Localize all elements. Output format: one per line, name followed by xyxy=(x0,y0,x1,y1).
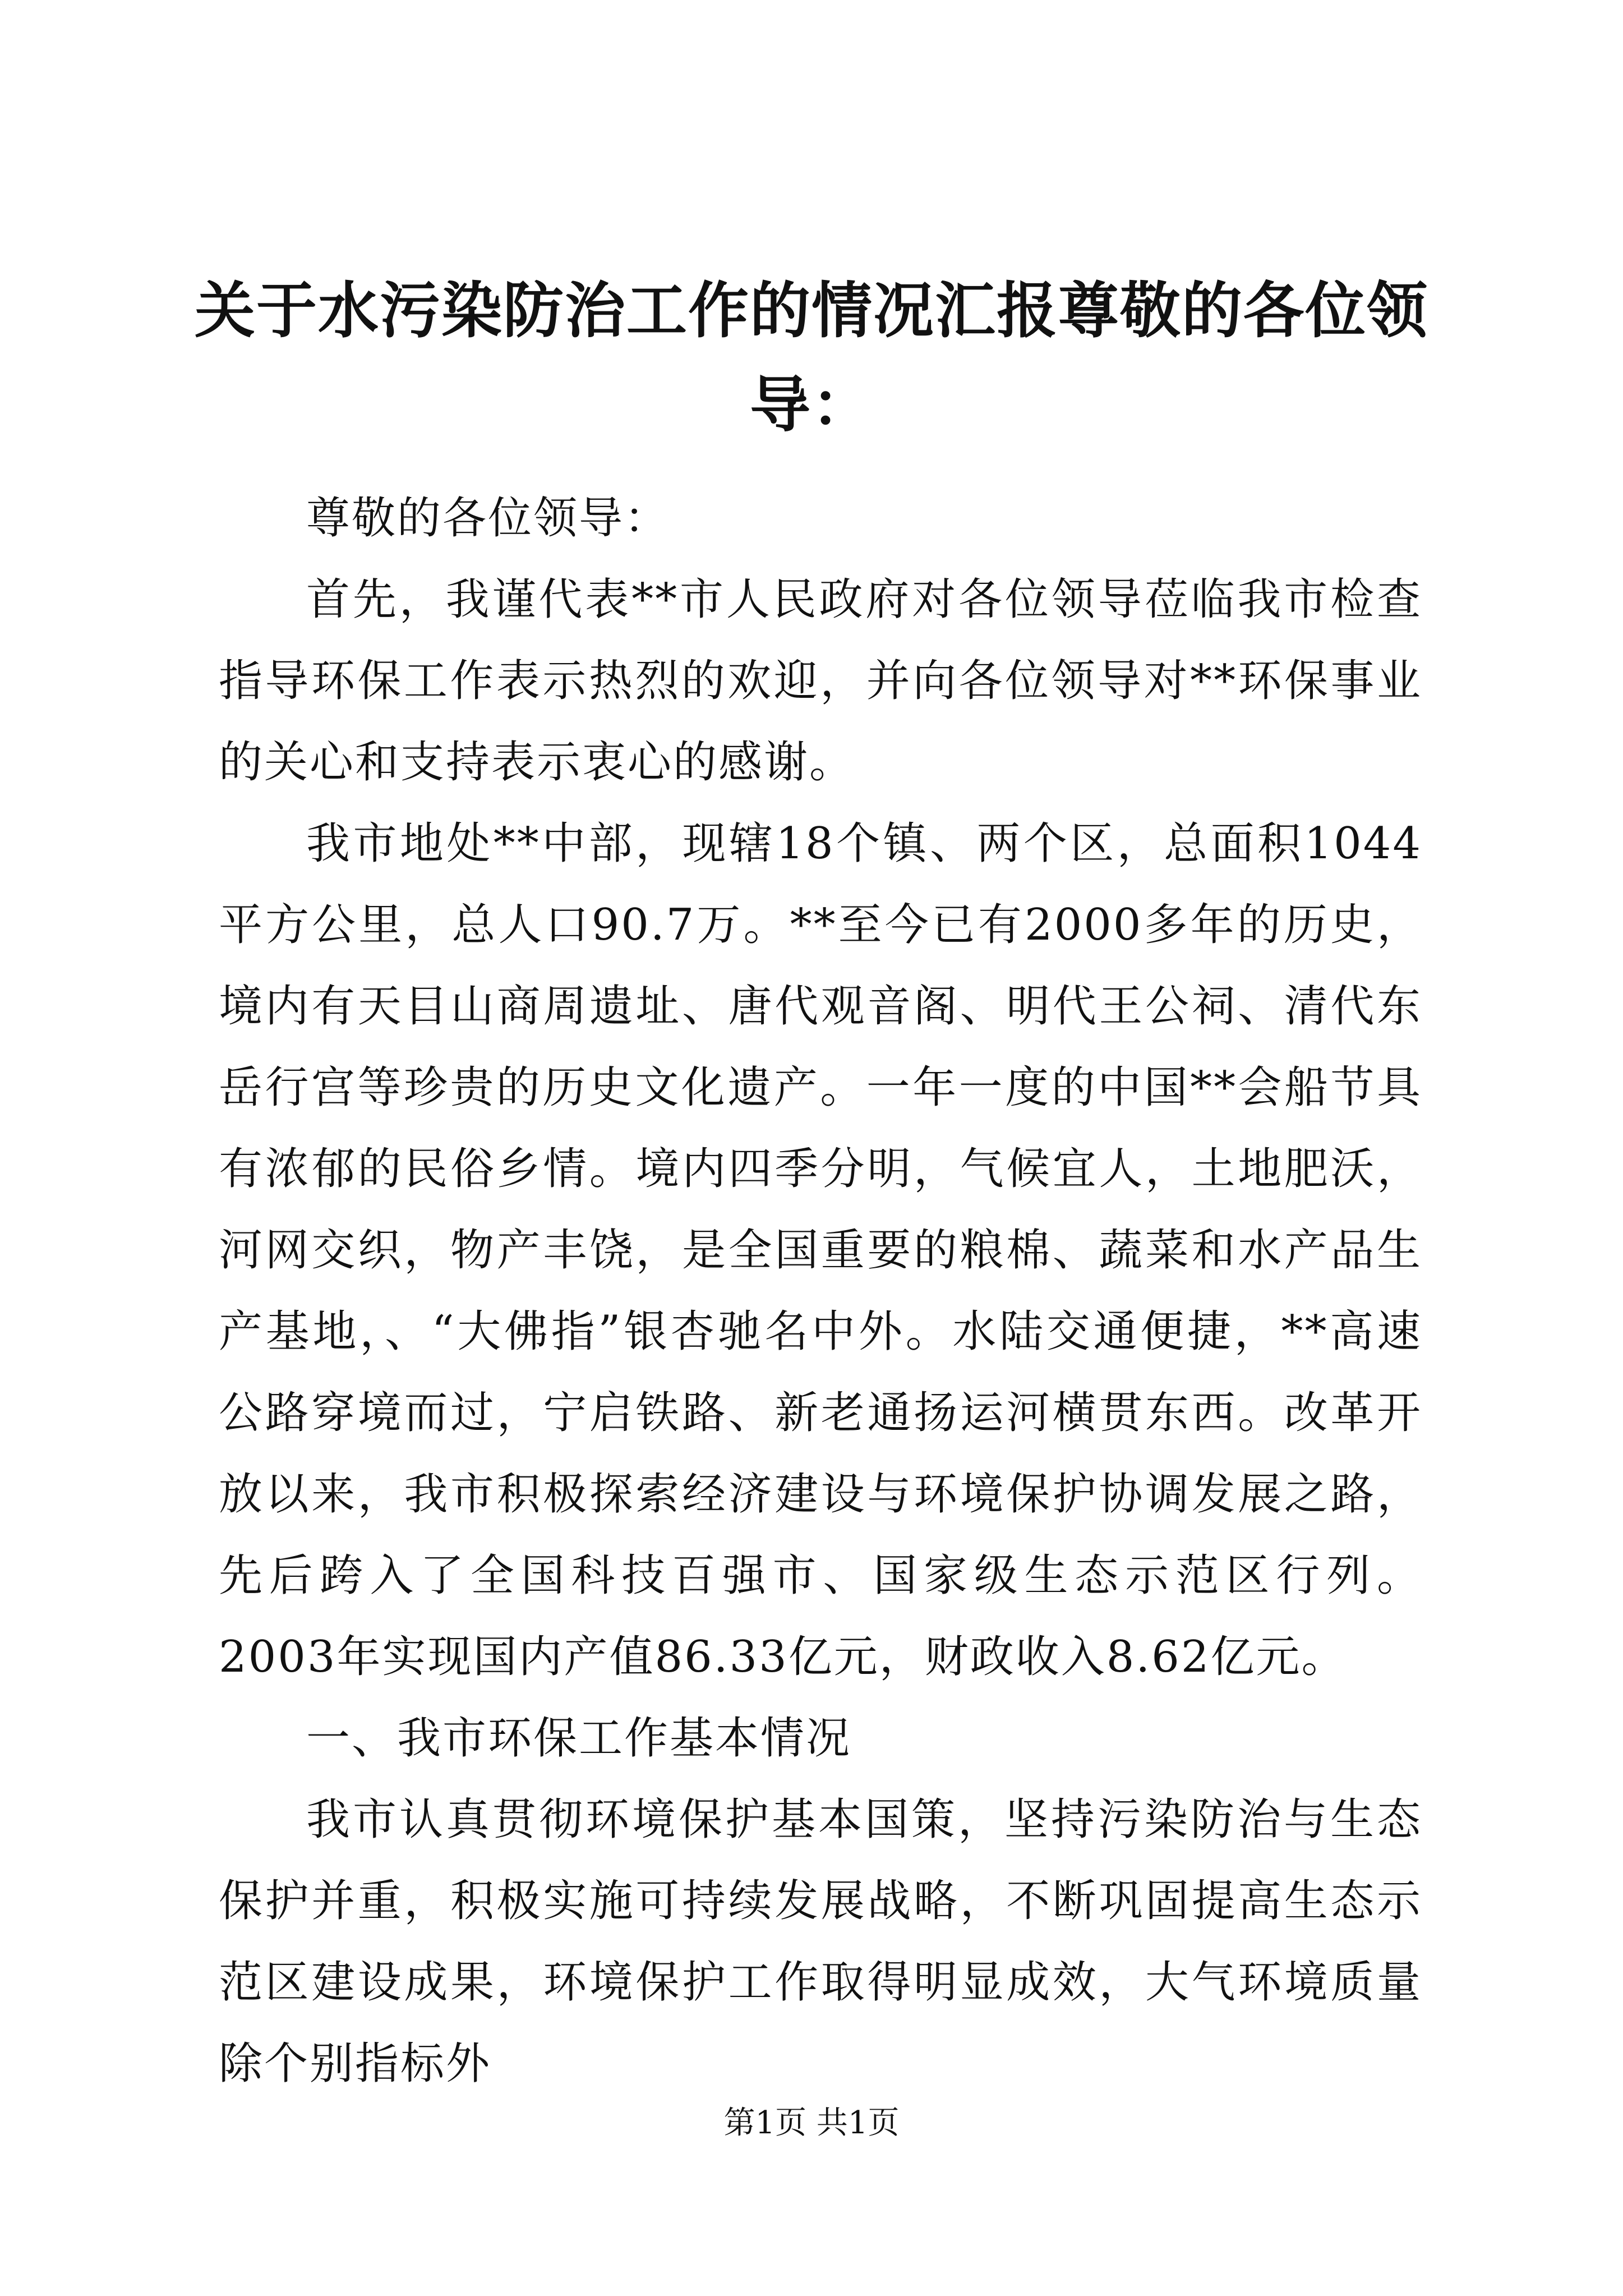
paragraph-environment: 我市认真贯彻环境保护基本国策，坚持污染防治与生态保护并重，积极实施可持续发展战略，不断巩固提高生态示范区建设成果，环境保护工作取得明显成效，大气环境质量除个别指标外 xyxy=(219,1795,1422,2089)
paragraph-welcome: 首先，我谨代表**市人民政府对各位领导莅临我市检查指导环保工作表示热烈的欢迎，并向各位领导对**环保事业的关心和支持表示衷心的感谢。 xyxy=(219,574,1422,788)
paragraph-city-overview: 我市地处**中部，现辖18个镇、两个区，总面积1044平方公里，总人口90.7万。**至今已有2000多年的历史，境内有天目山商周遗址、唐代观音阁、明代王公祠、清代东岳行宫等珍贵的历史文化遗产。一年一度的中国**会船节具有浓郁的民俗乡情。境内四季分明，气候宜人，土地肥沃，河网交织，物产丰饶，是全国重要的粮棉、蔬菜和水产品生产基地，、“大佛指”银杏驰名中外。水陆交通便捷，**高速公路穿境而过，宁启铁路、新老通扬运河横贯东西。改革开放以来，我市积极探索经济建设与环境保护协调发展之路，先后跨入了全国科技百强市、国家级生态示范区行列。2003年实现国内产值86.33亿元，财政收入8.62亿元。 xyxy=(219,818,1422,1682)
document-title: 关于水污染防治工作的情况汇报尊敬的各位领导： xyxy=(194,275,1428,440)
document-body xyxy=(219,478,1422,2105)
section-heading-1: 一、我市环保工作基本情况 xyxy=(306,1713,852,1764)
page-footer: 第1页 共1页 xyxy=(723,2105,900,2141)
salutation: 尊敬的各位领导： xyxy=(306,493,670,544)
